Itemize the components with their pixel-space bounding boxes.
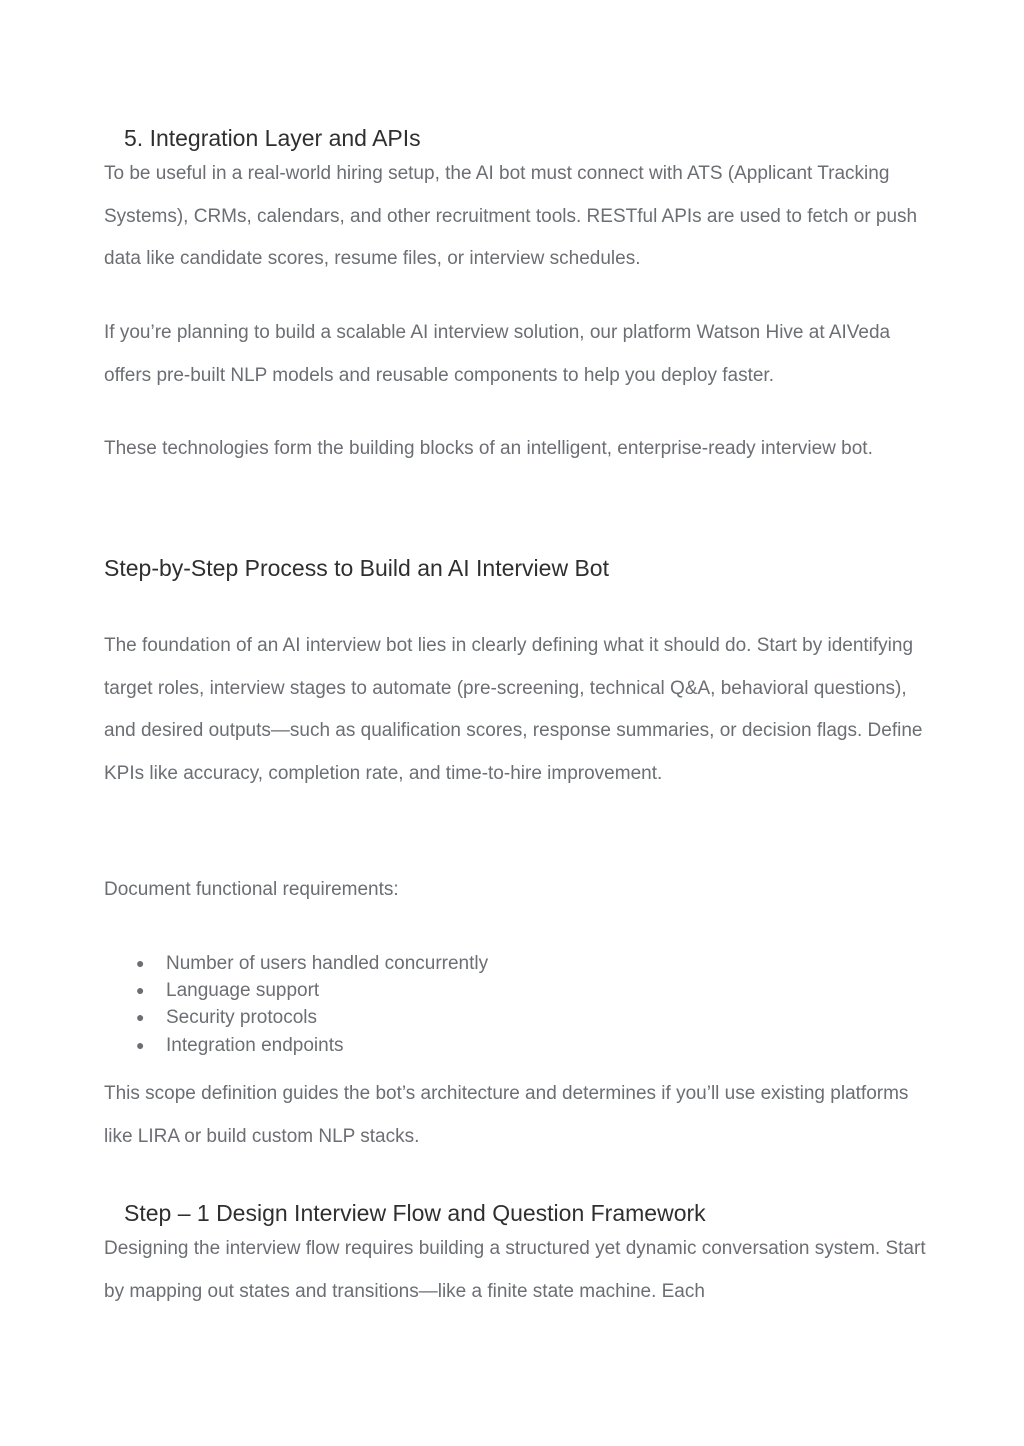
paragraph-requirements-intro: Document functional requirements:	[104, 879, 399, 900]
requirements-list	[104, 950, 488, 1059]
paragraph-scope-definition: This scope definition guides the bot’s architecture and determines if you’ll use existing platforms like LIRA or build custom NLP stacks.	[104, 1083, 909, 1147]
list-item: ● Security protocols	[104, 1004, 488, 1031]
paragraph-foundation: The foundation of an AI interview bot lies in clearly defining what it should do. Start by identifying target roles, interview stages to automate (pre-screening, technical Q&A, behavioral questions), and desired outputs—such as qualification scores, response summaries, or decision flags. Define KPIs like accuracy, completion rate, and time-to-hire improvement.	[104, 635, 923, 784]
list-item: ● Language support	[104, 977, 488, 1004]
list-item: ● Integration endpoints	[104, 1032, 488, 1059]
paragraph-interview-flow: Designing the interview flow requires building a structured yet dynamic conversation system. Start by mapping out states and transitions—like a finite state machine. Each	[104, 1238, 926, 1302]
paragraph-building-blocks: These technologies form the building blocks of an intelligent, enterprise-ready interview bot.	[104, 438, 873, 459]
list-item: ● Number of users handled concurrently	[104, 950, 488, 977]
section-heading-process: Step-by-Step Process to Build an AI Interview Bot	[104, 555, 609, 581]
paragraph-integration: To be useful in a real-world hiring setup, the AI bot must connect with ATS (Applicant Tracking Systems), CRMs, calendars, and other recruitment tools. RESTful APIs are used to fetch or push data like candidate scores, resume files, or interview schedules.	[104, 163, 918, 270]
paragraph-watson-hive: If you’re planning to build a scalable AI interview solution, our platform Watson Hive at AIVeda offers pre-built NLP models and reusable components to help you deploy faster.	[104, 322, 891, 386]
section-heading-integration: 5. Integration Layer and APIs	[124, 125, 421, 151]
section-heading-step1: Step – 1 Design Interview Flow and Question Framework	[124, 1200, 706, 1226]
